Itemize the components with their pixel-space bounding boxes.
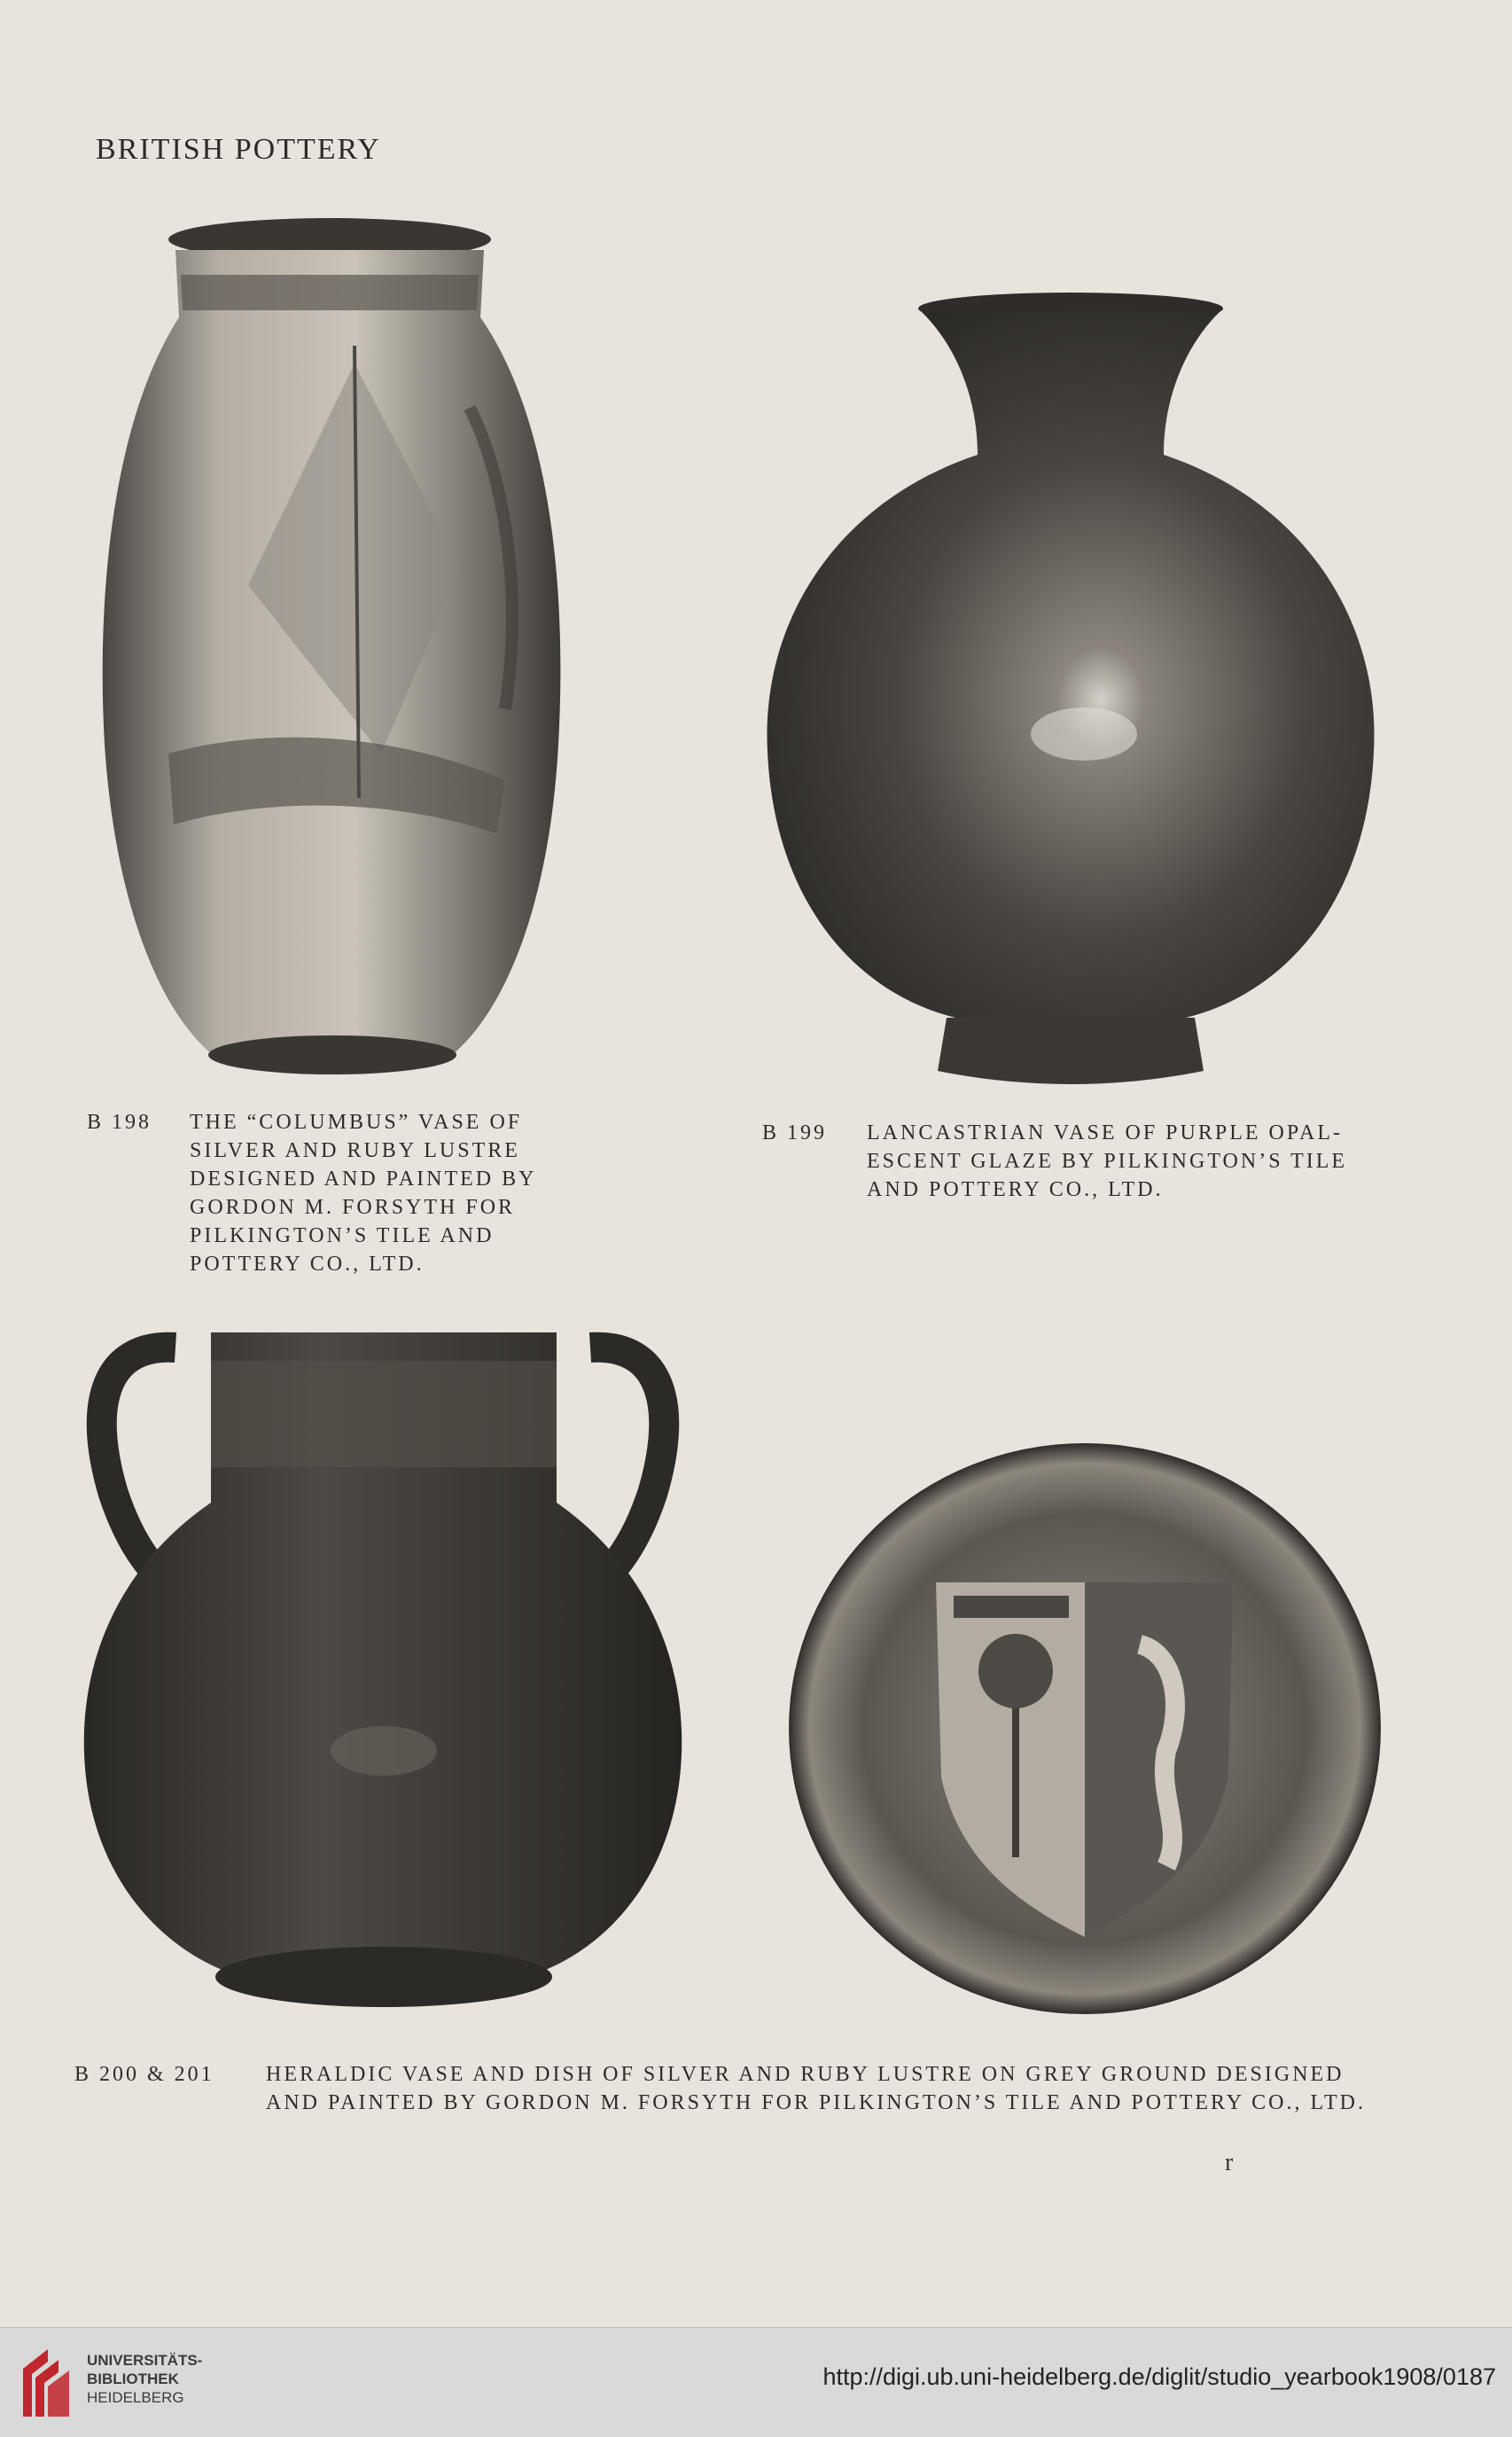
- caption-b198: [87, 1108, 565, 1285]
- caption-line: SILVER AND RUBY LUSTRE: [190, 1139, 520, 1162]
- heraldic-dish-photo: [785, 1441, 1384, 2017]
- digitization-footer: [0, 2327, 1512, 2437]
- source-url-link[interactable]: http://digi.ub.uni-heidelberg.de/diglit/studio_yearbook1908/0187: [822, 2363, 1496, 2390]
- caption-line: ESCENT GLAZE BY PILKINGTON’S TILE: [867, 1150, 1348, 1173]
- caption-line: PILKINGTON’S TILE AND: [190, 1224, 495, 1247]
- columbus-vase-photo: [89, 213, 567, 1086]
- caption-text: [266, 2060, 1366, 2117]
- plate-number: B 199: [762, 1121, 828, 1144]
- caption-line: GORDON M. FORSYTH FOR: [190, 1196, 516, 1219]
- lancastrian-vase-photo: [760, 291, 1381, 1093]
- library-name: [87, 2351, 202, 2407]
- caption-line: POTTERY CO., LTD.: [190, 1253, 425, 1276]
- caption-text: [867, 1119, 1347, 1204]
- university-library-logo-icon: [16, 2342, 73, 2424]
- caption-line: LANCASTRIAN VASE OF PURPLE OPAL-: [867, 1121, 1343, 1144]
- plate-number: B 200 & 201: [74, 2063, 214, 2086]
- library-name-line: BIBLIOTHEK: [87, 2371, 179, 2387]
- heraldic-vase-photo: [78, 1325, 688, 2026]
- library-name-line: HEIDELBERG: [87, 2389, 184, 2406]
- running-head: BRITISH POTTERY: [96, 133, 381, 166]
- caption-line: AND PAINTED BY GORDON M. FORSYTH FOR PILKINGTON’S TILE AND POTTERY CO., LTD.: [266, 2091, 1366, 2114]
- library-name-line: UNIVERSITÄTS-: [87, 2352, 203, 2369]
- plate-number: B 198: [87, 1111, 152, 1134]
- caption-b200-201: [74, 2060, 1404, 2122]
- caption-line: DESIGNED AND PAINTED BY: [190, 1168, 537, 1191]
- caption-text: [190, 1108, 536, 1278]
- caption-b199: [762, 1119, 1400, 1207]
- caption-line: THE “COLUMBUS” VASE OF: [190, 1111, 523, 1134]
- page-folio: r: [1225, 2149, 1234, 2176]
- caption-line: AND POTTERY CO., LTD.: [867, 1178, 1164, 1201]
- caption-line: HERALDIC VASE AND DISH OF SILVER AND RUBY LUSTRE ON GREY GROUND DESIGNED: [266, 2063, 1344, 2086]
